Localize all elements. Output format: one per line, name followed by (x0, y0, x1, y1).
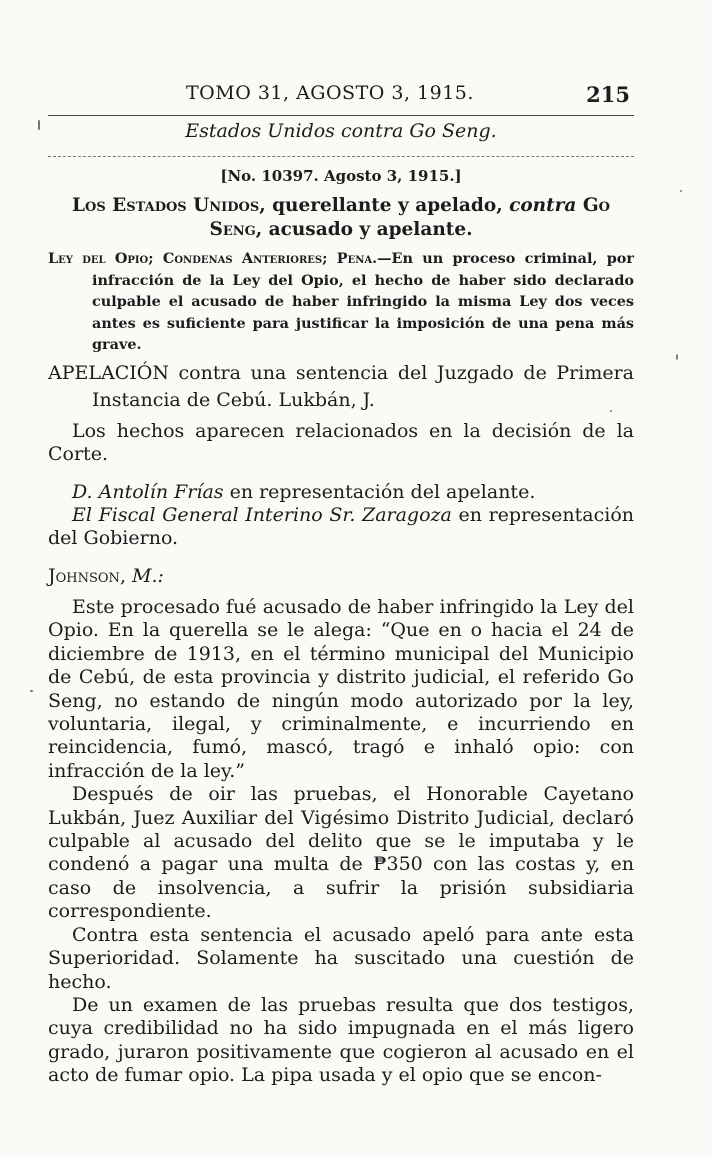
plaintiff-role: , querellante y apelado, (259, 195, 510, 216)
appellant-counsel (48, 481, 634, 504)
opinion-paragraph-1: Este procesado fué acusado de haber infringido la Ley del Opio. En la querella se le alega: “Que en o hacia el 24 de diciembre de 1913, en el término municipal del Municipio de Cebú, de esta provincia y distrito judicial, el referido Go Seng, no estando de ningún modo autorizado por la ley, voluntaria, ilegal, y criminalmente, e incurriendo en reincidencia, fumó, mascó, tragó e inhaló opio: con infracción de la ley.” (48, 596, 634, 782)
plaintiff-name: Los Estados Unidos (72, 195, 260, 216)
government-counsel-name: El Fiscal General Interino Sr. Zaragoza (72, 504, 452, 526)
government-counsel-text: en representación del Gobierno. (48, 504, 634, 550)
contra-word: contra (509, 195, 577, 216)
page-header (48, 82, 634, 112)
defendant-role: , acusado y apelante. (255, 219, 473, 240)
appellant-counsel-name: D. Antolín Frías (72, 481, 224, 503)
defendant-name: Go Seng (209, 195, 610, 240)
facts-paragraph: Los hechos aparecen relacionados en la decisión de la Corte. (48, 420, 634, 466)
government-counsel (48, 504, 634, 551)
scan-mark (680, 190, 682, 192)
syllabus-heading: Ley del Opio; Condenas Anteriores; Pena. (48, 250, 378, 267)
header-rule (48, 115, 634, 116)
appeal-line (48, 360, 634, 414)
judge-suffix: M.: (132, 565, 164, 587)
scan-mark (676, 354, 678, 360)
appeal-text: contra una sentencia del Juzgado de Primera Instancia de Cebú. Lukbán, J. (92, 362, 634, 411)
docket-line: [No. 10397. Agosto 3, 1915.] (220, 167, 462, 185)
syllabus-text: —En un proceso criminal, por infracción de la Ley del Opio, el hecho de haber sido declarado culpable el acusado de haber infringido la misma Ley dos veces antes es suficiente para justificar la imposición de una pena más grave. (92, 250, 634, 354)
appeal-lead: APELACIÓN (48, 362, 169, 384)
case-parties (48, 194, 634, 242)
scan-mark (610, 410, 612, 412)
running-title: Estados Unidos contra Go Seng. (185, 120, 497, 142)
scan-mark (38, 120, 40, 130)
opinion-paragraph-3: Contra esta sentencia el acusado apeló para ante esta Superioridad. Solamente ha suscitado una cuestión de hecho. (48, 923, 634, 993)
page-number: 215 (586, 82, 630, 107)
opinion-body (48, 596, 634, 1088)
judge-name: Johnson (48, 565, 120, 587)
opinion-paragraph-4: De un examen de las pruebas resulta que dos testigos, cuya credibilidad no ha sido impugnada en el más ligero grado, juraron positivamente que cogieron al acusado en el acto de fumar opio. La pipa usada y el opio que se encon- (48, 993, 634, 1087)
judge-line: Johnson, M.: (48, 565, 164, 587)
syllabus (48, 248, 634, 356)
title-rule (48, 156, 634, 157)
scan-mark (30, 690, 33, 692)
appellant-counsel-text: en representación del apelante. (223, 481, 536, 503)
volume-date: TOMO 31, AGOSTO 3, 1915. (186, 82, 474, 104)
opinion-paragraph-2: Después de oir las pruebas, el Honorable Cayetano Lukbán, Juez Auxiliar del Vigésimo Distrito Judicial, declaró culpable al acusado del delito que se le imputaba y le condenó a pagar una multa de ₱350 con las costas y, en caso de insolvencia, a sufrir la prisión subsidiaria correspondiente. (48, 783, 634, 923)
